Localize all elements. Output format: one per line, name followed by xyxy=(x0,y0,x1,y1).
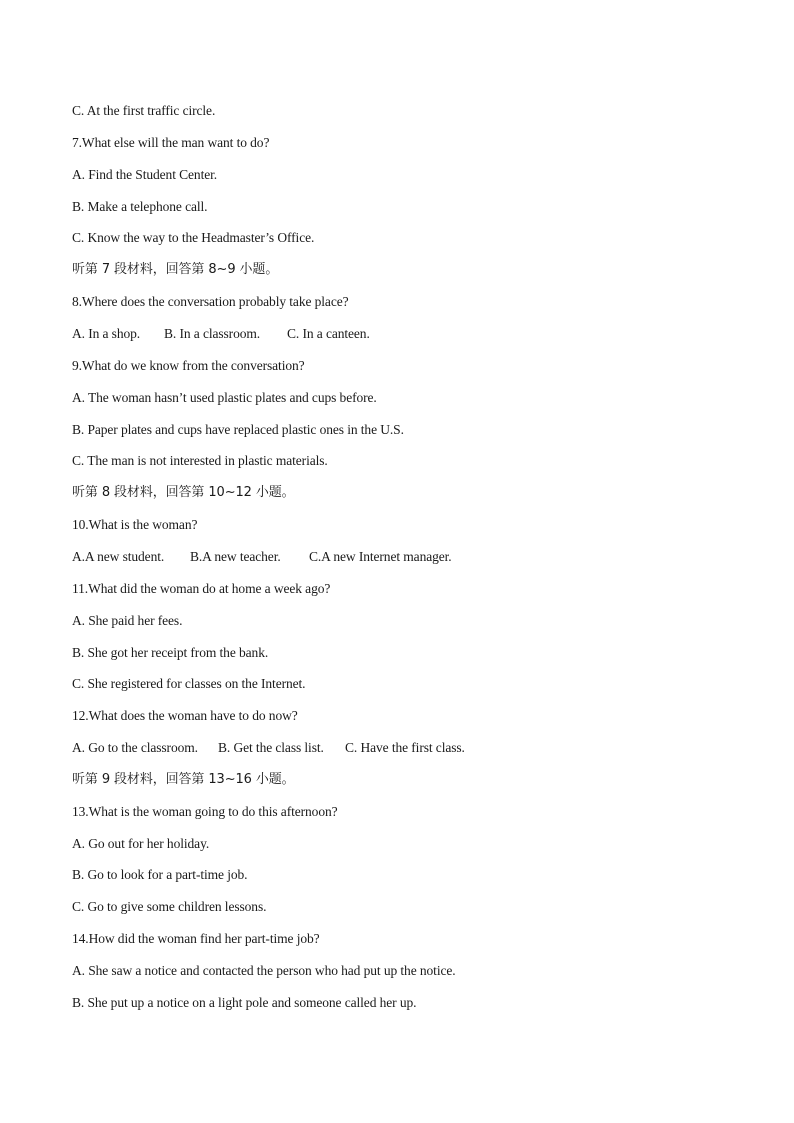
answer-option: B. In a classroom. xyxy=(164,326,261,341)
answer-option: A. She saw a notice and contacted the person who had put up the notice. xyxy=(72,963,456,978)
answer-option: C. Go to give some children lessons. xyxy=(72,899,267,915)
answer-option: B. Go to look for a part-time job. xyxy=(72,867,248,883)
answer-option: B. Get the class list. xyxy=(218,740,324,755)
question-text: 9.What do we know from the conversation? xyxy=(72,357,305,373)
answer-option: A.A new student. xyxy=(72,548,165,564)
answer-option: B. Paper plates and cups have replaced plastic ones in the U.S. xyxy=(72,421,404,437)
answer-option: A. Find the Student Center. xyxy=(72,166,218,182)
answer-option: B. She got her receipt from the bank. xyxy=(72,644,269,660)
answer-option: B.A new teacher. xyxy=(190,548,281,564)
question-text: 14.How did the woman find her part-time job? xyxy=(72,931,320,947)
question-text: 11.What did the woman do at home a week ago? xyxy=(72,580,331,596)
answer-option: A. Go out for her holiday. xyxy=(72,835,210,851)
section-heading: 听第 8 段材料，回答第 10~12 小题。 xyxy=(72,485,295,501)
answer-option: C. The man is not interested in plastic materials. xyxy=(72,453,328,469)
answer-option: C. At the first traffic circle. xyxy=(72,103,216,118)
question-text: 12.What does the woman have to do now? xyxy=(72,708,298,724)
answer-option: C. She registered for classes on the Internet. xyxy=(72,676,306,692)
answer-option: B. Make a telephone call. xyxy=(72,198,208,214)
answer-option: C. Have the first class. xyxy=(345,740,465,755)
question-text: 10.What is the woman? xyxy=(72,517,198,532)
answer-option: A. She paid her fees. xyxy=(72,612,183,628)
answer-option: B. She put up a notice on a light pole and someone called her up. xyxy=(72,994,417,1010)
answer-option: C. Know the way to the Headmaster’s Office. xyxy=(72,230,315,246)
question-text: 7.What else will the man want to do? xyxy=(72,134,270,150)
answer-option: C.A new Internet manager. xyxy=(309,548,452,564)
question-text: 13.What is the woman going to do this afternoon? xyxy=(72,803,338,819)
answer-option: C. In a canteen. xyxy=(287,326,370,341)
section-heading: 听第 7 段材料，回答第 8~9 小题。 xyxy=(72,262,279,278)
answer-option: A. In a shop. xyxy=(72,326,141,341)
answer-option: A. The woman hasn’t used plastic plates and cups before. xyxy=(72,389,377,405)
answer-option: A. Go to the classroom. xyxy=(72,740,198,755)
question-text: 8.Where does the conversation probably take place? xyxy=(72,294,349,310)
section-heading: 听第 9 段材料，回答第 13~16 小题。 xyxy=(72,771,295,787)
